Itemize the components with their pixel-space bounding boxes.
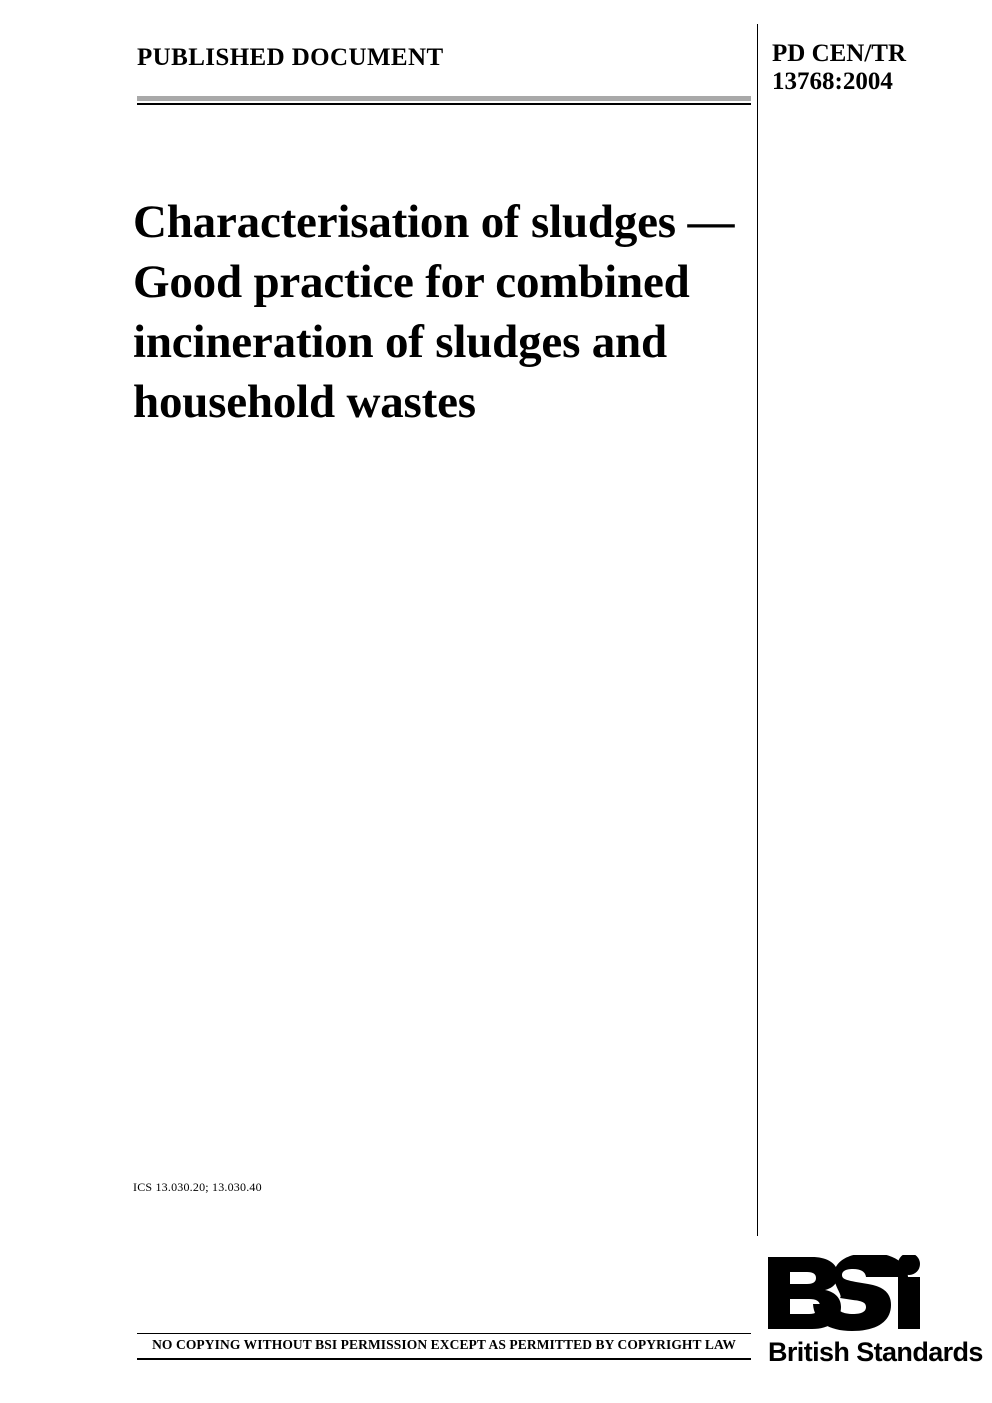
footer-divider-bottom: [137, 1358, 751, 1360]
bsi-logo-mark-icon: [766, 1255, 956, 1333]
header-divider-thick: [137, 96, 751, 101]
document-reference-line-2: 13768:2004: [772, 68, 893, 95]
header-divider-thin: [137, 103, 751, 105]
document-reference: [772, 40, 972, 96]
page-title: Characterisation of sludges — Good practice for combined incineration of sludges and household wastes: [133, 196, 735, 429]
ics-classification: ICS 13.030.20; 13.030.40: [133, 1180, 262, 1194]
vertical-divider: [757, 24, 758, 1236]
footer-divider-top: [137, 1333, 751, 1334]
copyright-notice: NO COPYING WITHOUT BSI PERMISSION EXCEPT AS PERMITTED BY COPYRIGHT LAW: [152, 1337, 736, 1352]
document-reference-line-1: PD CEN/TR: [772, 40, 907, 67]
bsi-logo: [766, 1255, 983, 1373]
published-document-label: PUBLISHED DOCUMENT: [137, 44, 444, 71]
bsi-wordmark: British Standards: [768, 1337, 983, 1367]
header-divider: [137, 96, 751, 105]
